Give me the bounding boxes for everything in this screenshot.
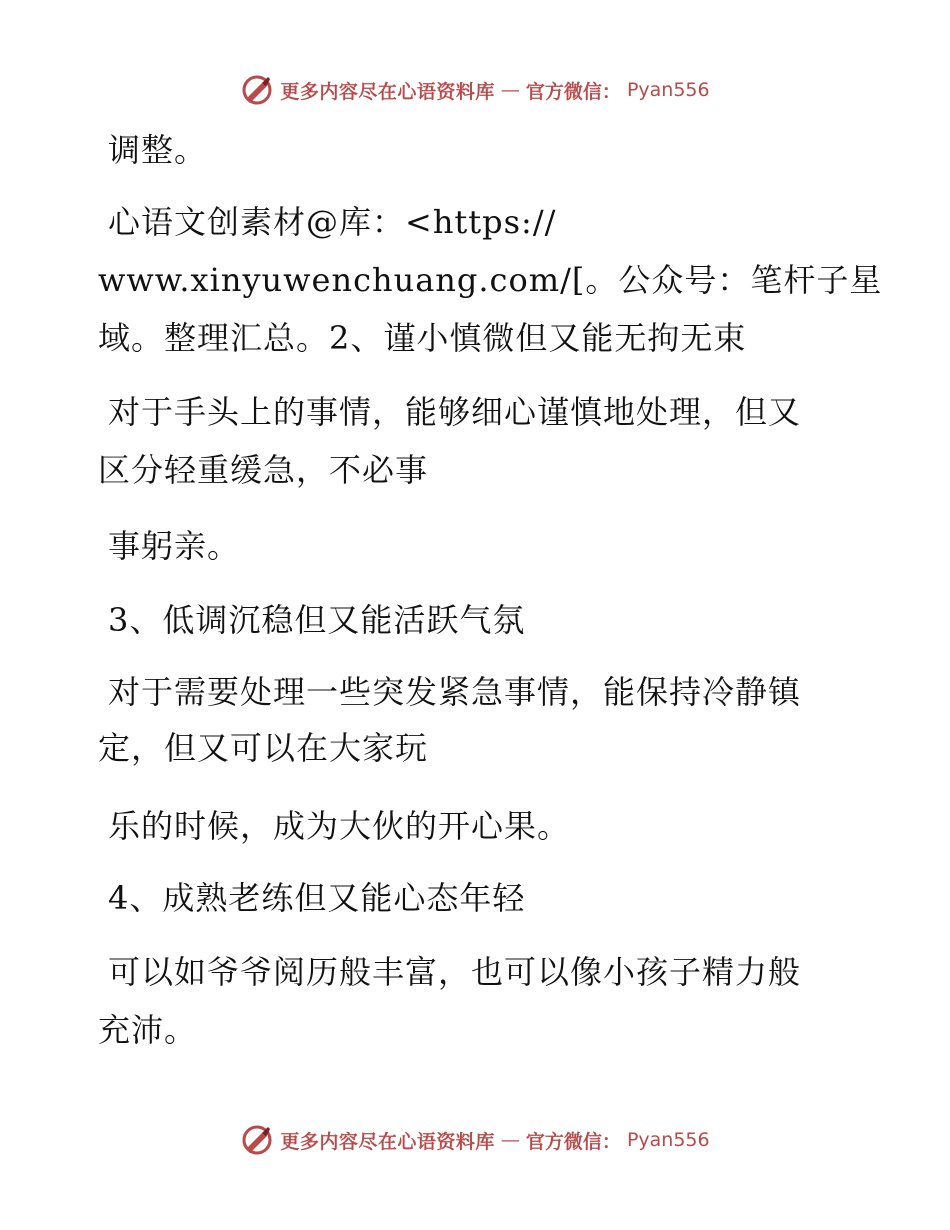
footer-banner [0,1120,950,1160]
header-banner [0,70,950,110]
body-line-6: 区分轻重缓急，不必事 [98,451,429,489]
body-line-8: 3、低调沉稳但又能活跃气氛 [108,601,526,639]
header-dash: — [500,79,520,101]
body-line-5: 对于手头上的事情，能够细心谨慎地处理，但又 [108,393,802,431]
body-line-2: 心语文创素材@库：<https:// [108,203,557,241]
body-line-12: 4、成熟老练但又能心态年轻 [108,879,526,917]
footer-wechat-id: Pyan556 [626,1129,710,1151]
header-wechat-id: Pyan556 [626,79,710,101]
body-line-9: 对于需要处理一些突发紧急事情，能保持冷静镇 [108,673,802,711]
body-line-4: 域。整理汇总。2、谨小慎微但又能无拘无束 [98,319,747,357]
footer-dash: — [500,1129,520,1151]
pen-logo-icon [240,1123,274,1157]
body-line-10: 定，但又可以在大家玩 [98,729,429,767]
pen-logo-icon [240,73,274,107]
body-line-13: 可以如爷爷阅历般丰富，也可以像小孩子精力般 [108,953,802,991]
body-line-14: 充沛。 [98,1011,198,1049]
body-line-11: 乐的时候，成为大伙的开心果。 [108,807,571,845]
header-wechat-label: 官方微信： [525,80,621,103]
body-line-1: 调整。 [108,131,208,169]
header-site-text: 更多内容尽在心语资料库 [280,80,495,103]
body-line-3: www.xinyuwenchuang.com/[。公众号：笔杆子星 [98,261,883,299]
footer-wechat-label: 官方微信： [525,1130,621,1153]
body-line-7: 事躬亲。 [108,527,241,565]
footer-site-text: 更多内容尽在心语资料库 [280,1130,495,1153]
